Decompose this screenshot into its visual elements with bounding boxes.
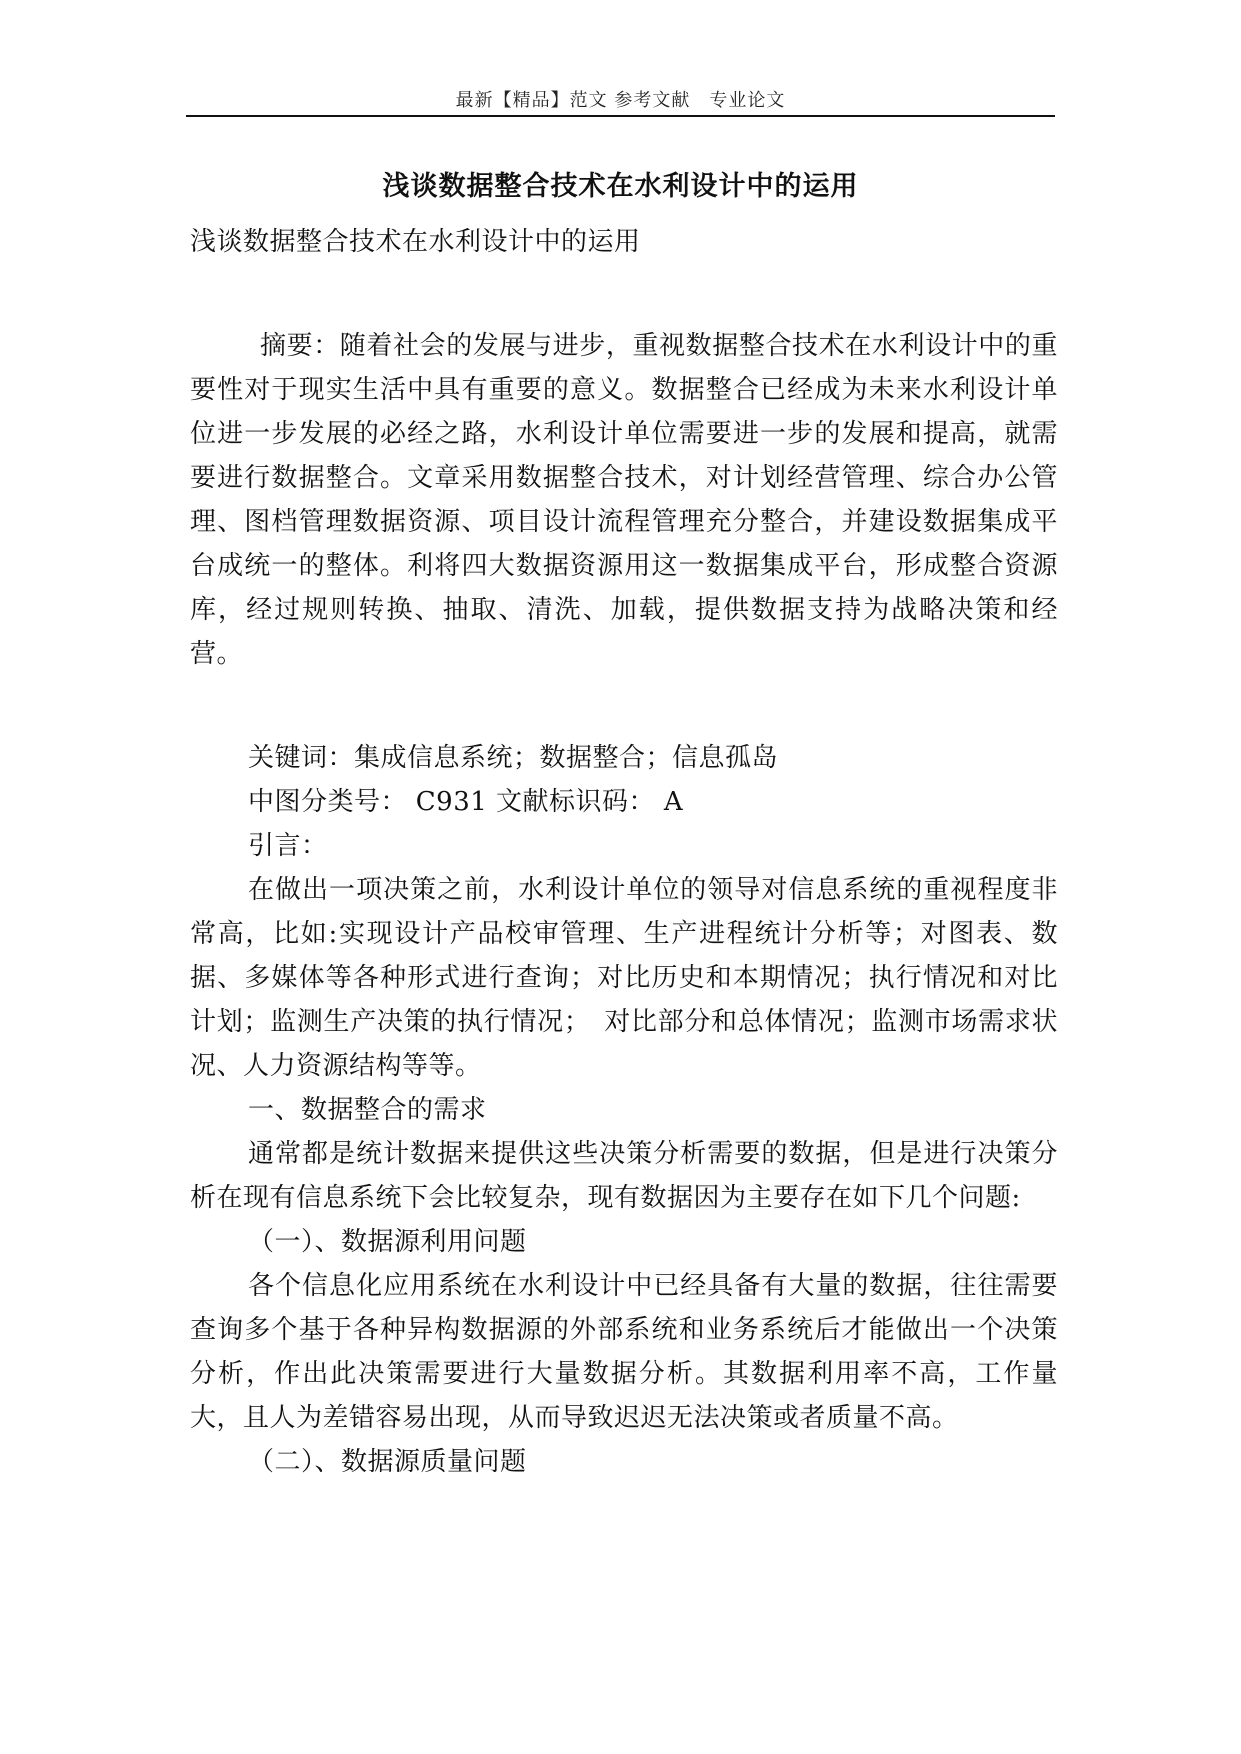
- document-title: 浅谈数据整合技术在水利设计中的运用: [382, 171, 859, 202]
- subsection-heading: （一）、数据源利用问题: [248, 1227, 527, 1257]
- classification-line: 中图分类号： C931 文献标识码： A: [248, 787, 684, 817]
- subsection-heading: （二）、数据源质量问题: [248, 1447, 527, 1477]
- document-subtitle: 浅谈数据整合技术在水利设计中的运用: [190, 227, 641, 257]
- section-heading: 一、数据整合的需求: [248, 1095, 487, 1125]
- intro-paragraph: 在做出一项决策之前，水利设计单位的领导对信息系统的重视程度非常高，比如:实现设计产品校审管理、生产进程统计分析等；对图表、数据、多媒体等各种形式进行查询；对比历史和本期情况；执行情况和对比计划；监测生产决策的执行情况； 对比部分和总体情况；监测市场需求状况、人力资源结构等等。: [190, 875, 1058, 1081]
- intro-heading: 引言：: [248, 831, 328, 861]
- keywords-line: 关键词：集成信息系统；数据整合；信息孤岛: [248, 743, 779, 773]
- document-body: [190, 220, 1058, 1484]
- running-header: 最新【精品】范文 参考文献 专业论文: [455, 90, 786, 111]
- header-rule: [186, 115, 1055, 117]
- abstract-paragraph: 摘要：随着社会的发展与进步，重视数据整合技术在水利设计中的重要性对于现实生活中具有重要的意义。数据整合已经成为未来水利设计单位进一步发展的必经之路，水利设计单位需要进一步的发展和提高，就需要进行数据整合。文章采用数据整合技术，对计划经营管理、综合办公管理、图档管理数据资源、项目设计流程管理充分整合，并建设数据集成平台成统一的整体。利将四大数据资源用这一数据集成平台，形成整合资源库，经过规则转换、抽取、清洗、加载，提供数据支持为战略决策和经营。: [190, 331, 1058, 669]
- subsection-paragraph: 各个信息化应用系统在水利设计中已经具备有大量的数据，往往需要查询多个基于各种异构数据源的外部系统和业务系统后才能做出一个决策分析，作出此决策需要进行大量数据分析。其数据利用率不高，工作量大，且人为差错容易出现，从而导致迟迟无法决策或者质量不高。: [190, 1271, 1058, 1433]
- section-paragraph: 通常都是统计数据来提供这些决策分析需要的数据，但是进行决策分析在现有信息系统下会比较复杂，现有数据因为主要存在如下几个问题:: [190, 1139, 1058, 1213]
